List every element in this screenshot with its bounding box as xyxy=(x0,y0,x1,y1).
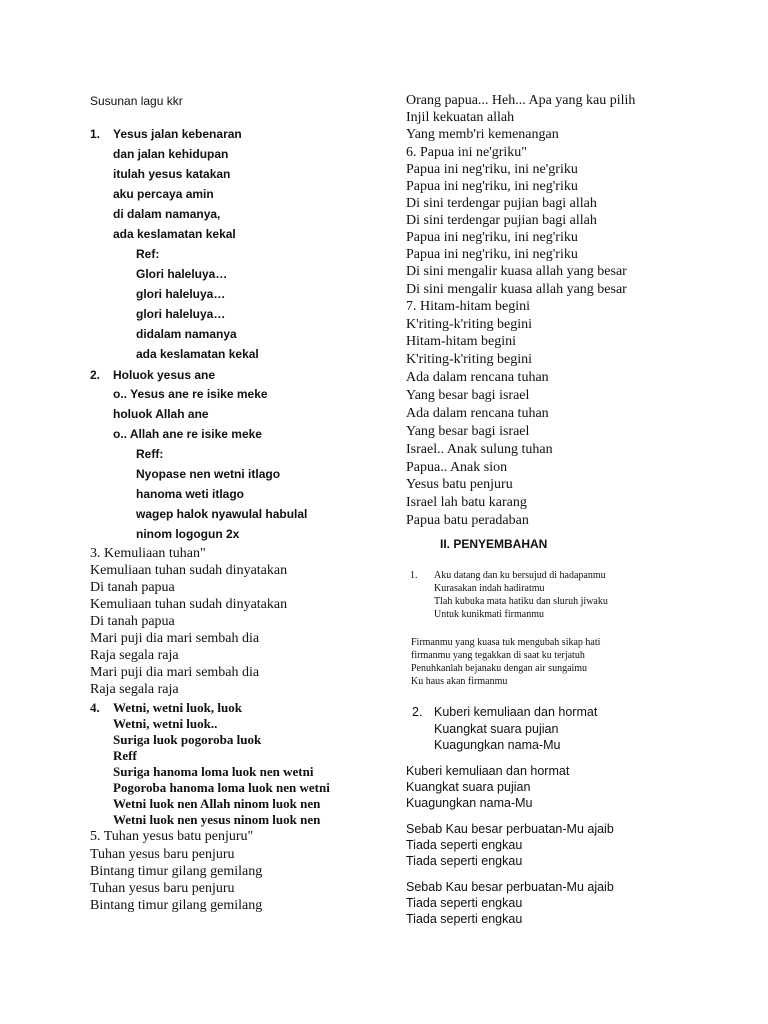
stanza-c-line: Tiada seperti engkau xyxy=(406,896,523,910)
song1-ref-line: glori haleluya… xyxy=(136,307,226,321)
song1-line: di dalam namanya, xyxy=(113,207,221,221)
worship1-line: Aku datang dan ku bersujud di hadapanmu xyxy=(434,570,606,581)
verse-line: K'riting-k'riting begini xyxy=(406,352,532,367)
verse-line: Yesus batu penjuru xyxy=(406,477,513,492)
song1-line: aku percaya amin xyxy=(113,187,214,201)
song1-ref-line: Glori haleluya… xyxy=(136,267,228,281)
verse-line: Di sini mengalir kuasa allah yang besar xyxy=(406,264,627,279)
song1-line: ada keslamatan kekal xyxy=(113,227,236,241)
song5-header: 5. Tuhan yesus batu penjuru" xyxy=(90,829,254,844)
verse-line: Yang memb'ri kemenangan xyxy=(406,127,559,142)
stanza-c-line: Tiada seperti engkau xyxy=(406,912,523,926)
song1-ref-line: ada keslamatan kekal xyxy=(136,347,259,361)
song2-line: holuok Allah ane xyxy=(113,407,209,421)
worship2-number: 2. xyxy=(412,705,423,719)
stanza-a-line: Kuagungkan nama-Mu xyxy=(406,796,533,810)
song3-line: Di tanah papua xyxy=(90,580,175,595)
verse-line: Di sini terdengar pujian bagi allah xyxy=(406,196,597,211)
worship2-line: Kuberi kemuliaan dan hormat xyxy=(434,705,598,719)
verse-line: Israel lah batu karang xyxy=(406,495,527,510)
song2-number: 2. xyxy=(90,368,101,382)
song2-ref-line: Nyopase nen wetni itlago xyxy=(136,467,281,481)
song4-line: Pogoroba hanoma loma luok nen wetni xyxy=(113,780,330,795)
verse-line: Hitam-hitam begini xyxy=(406,334,517,349)
verse-line: Papua.. Anak sion xyxy=(406,460,508,475)
song1-line: itulah yesus katakan xyxy=(113,167,231,181)
verse-line: Injil kekuatan allah xyxy=(406,110,515,125)
song5-line: Tuhan yesus baru penjuru xyxy=(90,847,235,862)
song1-line: Yesus jalan kebenaran xyxy=(113,127,242,141)
song1-line: dan jalan kehidupan xyxy=(113,147,229,161)
song6-header: 6. Papua ini ne'griku" xyxy=(406,145,527,160)
song3-line: Kemuliaan tuhan sudah dinyatakan xyxy=(90,563,288,578)
song3-line: Raja segala raja xyxy=(90,682,179,697)
song2-line: o.. Yesus ane re isike meke xyxy=(113,387,268,401)
stanza-b-line: Sebab Kau besar perbuatan-Mu ajaib xyxy=(406,822,614,836)
section-title: II. PENYEMBAHAN xyxy=(440,537,548,551)
song4-line: Wetni, wetni luok, luok xyxy=(113,700,242,715)
worship1b-line: Penuhkanlah bejanaku dengan air sungaimu xyxy=(411,663,588,674)
stanza-b-line: Tiada seperti engkau xyxy=(406,838,523,852)
song1-number: 1. xyxy=(90,127,101,141)
worship1-number: 1. xyxy=(410,570,418,581)
song7-header: 7. Hitam-hitam begini xyxy=(406,299,531,314)
verse-line: Ada dalam rencana tuhan xyxy=(406,406,549,421)
stanza-b-line: Tiada seperti engkau xyxy=(406,854,523,868)
song2-ref-line: ninom logogun 2x xyxy=(136,527,240,541)
verse-line: Orang papua... Heh... Apa yang kau pilih xyxy=(406,93,636,108)
song4-line: Wetni luok nen Allah ninom luok nen xyxy=(113,796,321,811)
verse-line: Yang besar bagi israel xyxy=(406,424,530,439)
verse-line: Papua ini neg'riku, ini ne'griku xyxy=(406,162,578,177)
stanza-a-line: Kuangkat suara pujian xyxy=(406,780,531,794)
verse-line: Papua ini neg'riku, ini neg'riku xyxy=(406,230,578,245)
song2-line: o.. Allah ane re isike meke xyxy=(113,427,262,441)
song3-line: Mari puji dia mari sembah dia xyxy=(90,665,260,680)
song3-header: 3. Kemuliaan tuhan" xyxy=(90,546,206,561)
song2-line: Holuok yesus ane xyxy=(113,368,216,382)
song1-ref-line: glori haleluya… xyxy=(136,287,226,301)
verse-line: Di sini mengalir kuasa allah yang besar xyxy=(406,282,627,297)
verse-line: Papua ini neg'riku, ini neg'riku xyxy=(406,247,578,262)
song2-ref-label: Reff: xyxy=(136,447,164,461)
verse-line: K'riting-k'riting begini xyxy=(406,317,532,332)
worship1-line: Untuk kunikmati firmanmu xyxy=(434,609,544,620)
stanza-c-line: Sebab Kau besar perbuatan-Mu ajaib xyxy=(406,880,614,894)
song2-ref-line: wagep halok nyawulal habulal xyxy=(136,507,308,521)
verse-line: Israel.. Anak sulung tuhan xyxy=(406,442,553,457)
verse-line: Papua ini neg'riku, ini neg'riku xyxy=(406,179,578,194)
song3-line: Mari puji dia mari sembah dia xyxy=(90,631,260,646)
stanza-a-line: Kuberi kemuliaan dan hormat xyxy=(406,764,570,778)
verse-line: Ada dalam rencana tuhan xyxy=(406,370,549,385)
verse-line: Yang besar bagi israel xyxy=(406,388,530,403)
song3-line: Di tanah papua xyxy=(90,614,175,629)
worship1b-line: Firmanmu yang kuasa tuk mengubah sikap hati xyxy=(411,637,601,648)
song4-number: 4. xyxy=(90,700,100,715)
song4-line: Suriga luok pogoroba luok xyxy=(113,732,262,747)
song1-ref-label: Ref: xyxy=(136,247,160,261)
verse-line: Papua batu peradaban xyxy=(406,513,529,528)
song2-ref-line: hanoma weti itlago xyxy=(136,487,245,501)
song5-line: Bintang timur gilang gemilang xyxy=(90,864,263,879)
verse-line: Di sini terdengar pujian bagi allah xyxy=(406,213,597,228)
worship1-line: Kurasakan indah hadiratmu xyxy=(434,583,545,594)
worship2-line: Kuagungkan nama-Mu xyxy=(434,738,561,752)
song3-line: Kemuliaan tuhan sudah dinyatakan xyxy=(90,597,288,612)
song5-line: Bintang timur gilang gemilang xyxy=(90,898,263,913)
song4-line: Wetni luok nen yesus ninom luok nen xyxy=(113,812,321,827)
song4-reff: Reff xyxy=(113,748,137,763)
worship1b-line: firmanmu yang tegakkan di saat ku terjatuh xyxy=(411,650,585,661)
page-title: Susunan lagu kkr xyxy=(90,94,183,108)
song4-line: Suriga hanoma loma luok nen wetni xyxy=(113,764,314,779)
song3-line: Raja segala raja xyxy=(90,648,179,663)
song4-line: Wetni, wetni luok.. xyxy=(113,716,218,731)
worship2-line: Kuangkat suara pujian xyxy=(434,722,559,736)
worship1b-line: Ku haus akan firmanmu xyxy=(411,676,508,687)
song1-ref-line: didalam namanya xyxy=(136,327,237,341)
worship1-line: Tlah kubuka mata hatiku dan sluruh jiwaku xyxy=(434,596,608,607)
song5-line: Tuhan yesus baru penjuru xyxy=(90,881,235,896)
